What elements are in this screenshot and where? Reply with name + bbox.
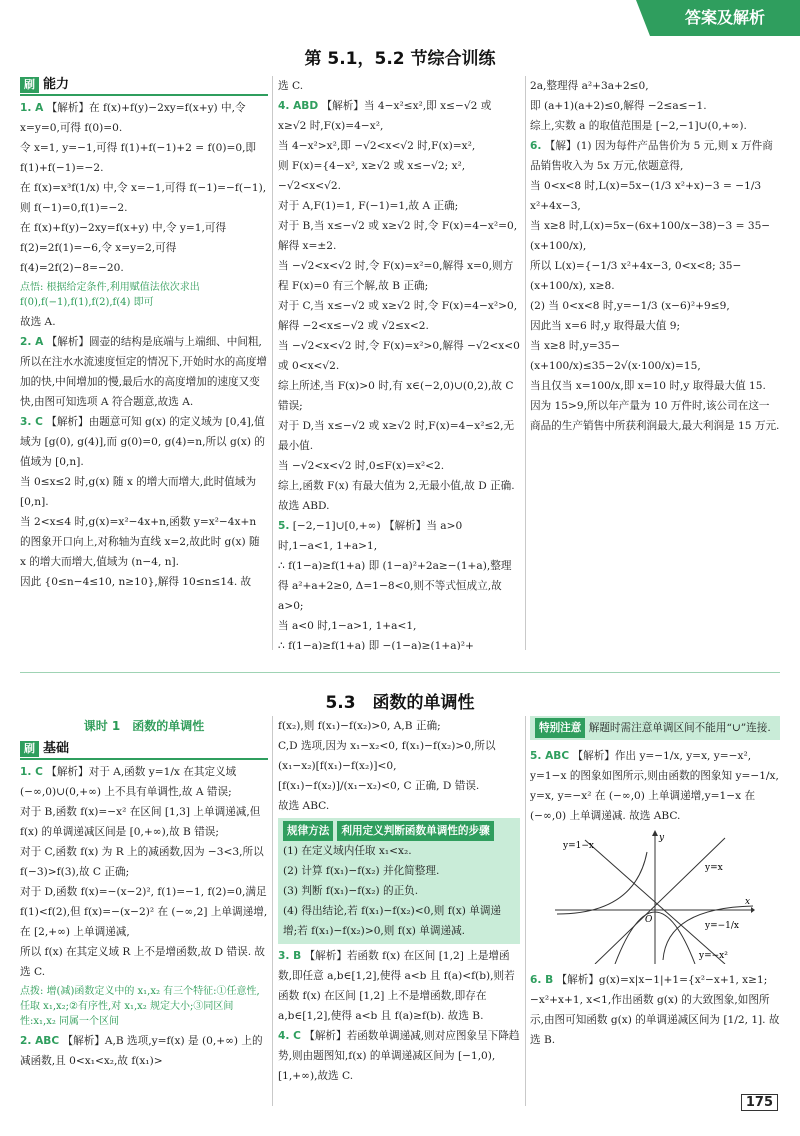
answer-item: [278, 336, 520, 376]
label-minus-x-squared: y=−x²: [699, 951, 728, 961]
method-step: (2) 计算 f(x₁)−f(x₂) 并化简整理.: [283, 865, 440, 877]
answer-text: 综上,函数 F(x) 有最大值为 2,无最小值,故 D 正确. 故选 ABD.: [278, 480, 515, 512]
lesson-title: 课时 1 函数的单调性: [83, 719, 205, 733]
note-text: 解题时需注意单调区间不能用“∪”连接.: [588, 722, 771, 734]
answer-list: [278, 76, 520, 650]
section1-column-c: [530, 76, 780, 650]
answer-text: 【解析】若函数 f(x) 在区间 [1,2] 上是增函数,即任意 a,b∈[1,2],使得 a<b 且 f(a)<f(b),则若函数 f(x) 在区间 [1,2] 上不是增函数,即存在 a,b∈[1,2],使得 a<b 且 f(a)≥f(b). 故选 B.: [278, 950, 515, 1022]
function-graph: [555, 830, 755, 964]
answer-text: 所以 f(x) 在其定义域 R 上不是增函数,故 D 错误. 故选 C.: [20, 946, 266, 978]
answer-item: [530, 216, 780, 256]
answer-item: [278, 636, 520, 650]
answer-text: 当 −√2<x<√2 时,令 F(x)=x²=0,解得 x=0,则方程 F(x)=0 有三个解,故 B 正确;: [278, 260, 514, 292]
answer-item: [20, 138, 268, 178]
section2-column-c: [530, 716, 780, 1106]
answer-list: [278, 716, 520, 816]
method-box: [278, 818, 520, 944]
answer-item: [278, 136, 520, 156]
answer-item: [20, 762, 268, 802]
answer-list: [530, 76, 780, 436]
answer-item: [20, 1031, 268, 1071]
answer-text: 当 0≤x≤2 时,g(x) 随 x 的增大而增大,此时值域为 [0,n].: [20, 476, 257, 508]
answer-text: [f(x₁)−f(x₂)]/(x₁−x₂)<0, C 正确, D 错误.: [278, 780, 480, 792]
answer-item: [530, 746, 780, 826]
answer-item: [278, 476, 520, 516]
section-badge: 刷: [20, 741, 39, 757]
method-step: (4) 得出结论,若 f(x₁)−f(x₂)<0,则 f(x) 单调递增;若 f(x₁)−f(x₂)>0,则 f(x) 单调递减.: [283, 905, 502, 937]
answer-text: 因此当 x=6 时,y 取得最大值 9;: [530, 320, 681, 332]
answer-text: 当 x≥8 时,L(x)=5x−(6x+100/x−38)−3 = 35−(x+100/x),: [530, 220, 771, 252]
answer-item: [278, 96, 520, 136]
answer-item: [278, 216, 520, 256]
answer-item: [278, 716, 520, 736]
answer-item: [278, 156, 520, 196]
answer-text: 则 F(x)={4−x², x≥√2 或 x≤−√2; x², −√2<x<√2.: [278, 160, 466, 192]
answer-text: 对于 D,当 x≤−√2 或 x≥√2 时,F(x)=4−x²≤2,无最小值.: [278, 420, 515, 452]
answer-item: [278, 516, 520, 556]
answer-text: 当且仅当 x=100/x,即 x=10 时,y 取得最大值 15.: [530, 380, 766, 392]
question-number: 1. C: [20, 766, 43, 778]
question-number: 4. ABD: [278, 100, 319, 112]
answer-text: 【解析】在 f(x)+f(y)−2xy=f(x+y) 中,令 x=y=0,可得 f(0)=0.: [20, 102, 246, 134]
question-number: 2. ABC: [20, 1035, 60, 1047]
answer-item: [278, 196, 520, 216]
answer-item: [278, 736, 520, 776]
answer-text: 【解析】g(x)=x|x−1|+1={x²−x+1, x≥1; −x²+x+1, x<1,作出函数 g(x) 的大致图象,如图所示,由图可知函数 g(x) 的单调递减区间为 [1/2, 1]. 故选 B.: [530, 974, 780, 1046]
section1-column-a: [20, 76, 268, 650]
answer-text: 所以 L(x)={−1/3 x²+4x−3, 0<x<8; 35−(x+100/x), x≥8.: [530, 260, 742, 292]
answer-item: [530, 970, 780, 1050]
answer-text: 【解析】作出 y=−1/x, y=x, y=−x², y=1−x 的图象如图所示,则由函数的图象知 y=−1/x, y=x, y=−x² 在 (−∞,0) 上单调递增,y=1−x 在 (−∞,0) 上单调递减. 故选 ABC.: [530, 750, 779, 822]
answer-item: [278, 376, 520, 416]
section-header: [20, 740, 268, 760]
column-divider: [272, 716, 273, 1106]
answer-item: [278, 296, 520, 336]
answer-list: [20, 762, 268, 1071]
answer-text: 令 x=1, y=−1,可得 f(1)+f(−1)+2 = f(0)=0,即 f(1)+f(−1)=−2.: [20, 142, 257, 174]
section1-column-b: [278, 76, 520, 650]
y-axis-arrow: [652, 830, 658, 836]
answer-list: [20, 98, 268, 592]
answer-item: [530, 336, 780, 376]
section-label: 能力: [43, 77, 70, 92]
section2-column-b: [278, 716, 520, 1106]
answer-item: [530, 296, 780, 316]
question-number: 6.: [530, 140, 542, 152]
answer-text: 对于 B,函数 f(x)=−x² 在区间 [1,3] 上单调递减,但 f(x) 的单调递减区间是 [0,+∞),故 B 错误;: [20, 806, 261, 838]
answer-item: [20, 472, 268, 512]
answer-text: 在 f(x)+f(y)−2xy=f(x+y) 中,令 y=1,可得 f(2)=2f(1)=−6,令 x=y=2,可得 f(4)=2f(2)−8=−20.: [20, 222, 227, 274]
section-badge: 刷: [20, 77, 39, 93]
answer-text: 在 f(x)=x³f(1/x) 中,令 x=−1,可得 f(−1)=−f(−1),则 f(−1)=0,f(1)=−2.: [20, 182, 267, 214]
section-header: [20, 76, 268, 96]
label-y-equals-x: y=x: [705, 863, 723, 873]
question-number: 2. A: [20, 336, 44, 348]
note-heading: 特别注意: [535, 718, 585, 738]
method-step: (3) 判断 f(x₁)−f(x₂) 的正负.: [283, 885, 419, 897]
answer-item: [278, 416, 520, 456]
label-1-minus-x: y=1−x: [563, 841, 594, 851]
answer-text: ∴ f(1−a)≥f(1+a) 即 −(1−a)≥(1+a)²+: [278, 640, 474, 650]
page-number: 175: [741, 1094, 778, 1111]
tip-note: 点悟: 根据给定条件,利用赋值法依次求出 f(0),f(−1),f(1),f(2),f(4) 即可: [20, 282, 200, 308]
answer-item: [20, 178, 268, 218]
tip-note: 点拨: 增(减)函数定义中的 x₁,x₂ 有三个特征:①任意性,任取 x₁,x₂;②有序性,对 x₁,x₂ 规定大小;③同区间性:x₁,x₂ 同属一个区间: [20, 986, 260, 1027]
answer-item: [530, 396, 780, 436]
answer-text: 对于 A,F(1)=1, F(−1)=1,故 A 正确;: [278, 200, 459, 212]
answer-text: 对于 C,函数 f(x) 为 R 上的减函数,因为 −3<3,所以 f(−3)>f(3),故 C 正确;: [20, 846, 264, 878]
column-divider: [272, 76, 273, 650]
answer-text: 故选 ABC.: [278, 800, 330, 812]
x-axis-label: x: [745, 897, 751, 907]
answer-item: [278, 76, 520, 96]
question-number: 5. ABC: [530, 750, 570, 762]
answer-text: 【解析】由题意可知 g(x) 的定义域为 [0,4],值域为 [g(0), g(4)],而 g(0)=0, g(4)=n,所以 g(x) 的值域为 [0,n].: [20, 416, 265, 468]
answer-item: [278, 616, 520, 636]
answer-item: [530, 76, 780, 96]
answer-text: 当 4−x²>x²,即 −√2<x<√2 时,F(x)=x²,: [278, 140, 476, 152]
method-steps: [283, 841, 515, 941]
answer-item: [20, 412, 268, 472]
section2-column-a: [20, 716, 268, 1106]
answer-text: 对于 B,当 x≤−√2 或 x≥√2 时,令 F(x)=4−x²=0,解得 x=±2.: [278, 220, 518, 252]
note-box: [530, 716, 780, 740]
answer-text: 因此 {0≤n−4≤10, n≥10},解得 10≤n≤14. 故: [20, 576, 252, 588]
answer-item: [20, 98, 268, 138]
answer-item: [530, 256, 780, 296]
question-number: 6. B: [530, 974, 554, 986]
method-step: (1) 在定义域内任取 x₁<x₂.: [283, 845, 412, 857]
answer-list: [278, 946, 520, 1086]
column-divider: [525, 76, 526, 650]
method-title: 利用定义判断函数单调性的步骤: [337, 821, 493, 841]
answer-item: [20, 312, 268, 332]
origin-label: O: [645, 915, 653, 925]
question-number: 3. C: [20, 416, 43, 428]
answer-text: 对于 C,当 x≤−√2 或 x≥√2 时,令 F(x)=4−x²>0,解得 −2<x≤−√2 或 √2≤x<2.: [278, 300, 518, 332]
header-tab: 答案及解析: [650, 0, 800, 36]
answer-text: 【解析】若函数单调递减,则对应图象呈下降趋势,则由题图知,f(x) 的单调递减区间为 [−1,0), [1,+∞),故选 C.: [278, 1030, 520, 1082]
answer-text: 当 x≥8 时,y=35−(x+100/x)≤35−2√(x·100/x)=15,: [530, 340, 701, 372]
answer-text: 选 C.: [278, 80, 304, 92]
answer-text: 对于 D,函数 f(x)=−(x−2)², f(1)=−1, f(2)=0,满足 f(1)<f(2),但 f(x)=−(x−2)² 在 (−∞,2] 上单调递增,在 [2,+∞) 上单调递减,: [20, 886, 268, 938]
answer-item: [278, 556, 520, 616]
answer-text: 当 0<x<8 时,L(x)=5x−(1/3 x²+x)−3 = −1/3 x²+4x−3,: [530, 180, 762, 212]
answer-text: 即 (a+1)(a+2)≤0,解得 −2≤a≤−1.: [530, 100, 707, 112]
answer-item: [530, 136, 780, 176]
answer-item: [530, 116, 780, 136]
section-rule: [20, 672, 780, 673]
question-number: 5.: [278, 520, 290, 532]
answer-text: (2) 当 0<x<8 时,y=−1/3 (x−6)²+9≤9,: [530, 300, 730, 312]
answer-item: [20, 842, 268, 882]
answer-text: 综上,实数 a 的取值范围是 [−2,−1]∪(0,+∞).: [530, 120, 747, 132]
question-number: 4. C: [278, 1030, 301, 1042]
method-tag: 规律方法: [283, 821, 333, 841]
answer-text: 故选 A.: [20, 316, 56, 328]
answer-text: ∴ f(1−a)≥f(1+a) 即 (1−a)²+2a≥−(1+a),整理得 a²+a+2≥0, Δ=1−8<0,则不等式恒成立,故 a>0;: [278, 560, 512, 612]
answer-item: [278, 1026, 520, 1086]
answer-text: C,D 选项,因为 x₁−x₂<0, f(x₁)−f(x₂)>0,所以 (x₁−x₂)[f(x₁)−f(x₂)]<0,: [278, 740, 496, 772]
question-number: 3. B: [278, 950, 302, 962]
answer-text: 【解析】对于 A,函数 y=1/x 在其定义域 (−∞,0)∪(0,+∞) 上不具有单调性,故 A 错误;: [20, 766, 237, 798]
answer-text: 因为 15>9,所以年产量为 10 万件时,该公司在这一商品的生产销售中所获利润最大,最大利润是 15 万元.: [530, 400, 780, 432]
column-divider: [525, 716, 526, 1106]
answer-item: [278, 256, 520, 296]
section1-title: 第 5.1，5.2 节综合训练: [304, 49, 496, 69]
answer-item: [278, 796, 520, 816]
answer-item: [278, 946, 520, 1026]
section-label: 基础: [43, 741, 70, 756]
answer-text: 【解析】当 4−x²≤x²,即 x≤−√2 或 x≥√2 时,F(x)=4−x²,: [278, 100, 492, 132]
answer-item: [530, 96, 780, 116]
answer-text: 【解析】A,B 选项,y=f(x) 是 (0,+∞) 上的减函数,且 0<x₁<x₂,故 f(x₁)>: [20, 1035, 263, 1067]
answer-text: [−2,−1]∪[0,+∞) 【解析】当 a>0 时,1−a<1, 1+a>1,: [278, 520, 463, 552]
answer-item: [530, 176, 780, 216]
answer-item: [20, 512, 268, 572]
answer-text: 当 −√2<x<√2 时,0≤F(x)=x²<2.: [278, 460, 445, 472]
answer-text: f(x₂),则 f(x₁)−f(x₂)>0, A,B 正确;: [278, 720, 441, 732]
answer-text: 2a,整理得 a²+3a+2≤0,: [530, 80, 649, 92]
answer-text: 当 a<0 时,1−a>1, 1+a<1,: [278, 620, 417, 632]
answer-item: [530, 316, 780, 336]
answer-item: [20, 332, 268, 412]
answer-text: 当 2<x≤4 时,g(x)=x²−4x+n,函数 y=x²−4x+n 的图象开口向上,对称轴为直线 x=2,故此时 g(x) 随 x 的增大而增大,值域为 (n−4, n].: [20, 516, 260, 568]
answer-text: 综上所述,当 F(x)>0 时,有 x∈(−2,0)∪(0,2),故 C 错误;: [278, 380, 514, 412]
answer-item: [20, 802, 268, 842]
answer-item: [20, 942, 268, 982]
method-heading: [283, 821, 515, 841]
answer-text: 当 −√2<x<√2 时,令 F(x)=x²>0,解得 −√2<x<0 或 0<x<√2.: [278, 340, 520, 372]
answer-item: [20, 218, 268, 278]
answer-item: [278, 456, 520, 476]
answer-text: 【解析】圆壶的结构是底端与上端细、中间粗,所以在注水水流速度恒定的情况下,开始时水的高度增加的快,中间增加的慢,最后水的高度增加的速度又变快,由图可知选项 A 符合题意,故选 A.: [20, 336, 268, 408]
answer-item: [20, 882, 268, 942]
question-number: 1. A: [20, 102, 44, 114]
answer-item: [20, 572, 268, 592]
label-minus-one-over-x: y=−1/x: [705, 921, 740, 931]
answer-item: [278, 776, 520, 796]
section2-title: 5.3 函数的单调性: [325, 693, 475, 713]
answer-item: [530, 376, 780, 396]
y-axis-label: y: [659, 833, 665, 843]
answer-text: 【解】(1) 因为每件产品售价为 5 元,则 x 万件商品销售收入为 5x 万元,依题意得,: [530, 140, 773, 172]
x-axis-arrow: [751, 907, 755, 913]
